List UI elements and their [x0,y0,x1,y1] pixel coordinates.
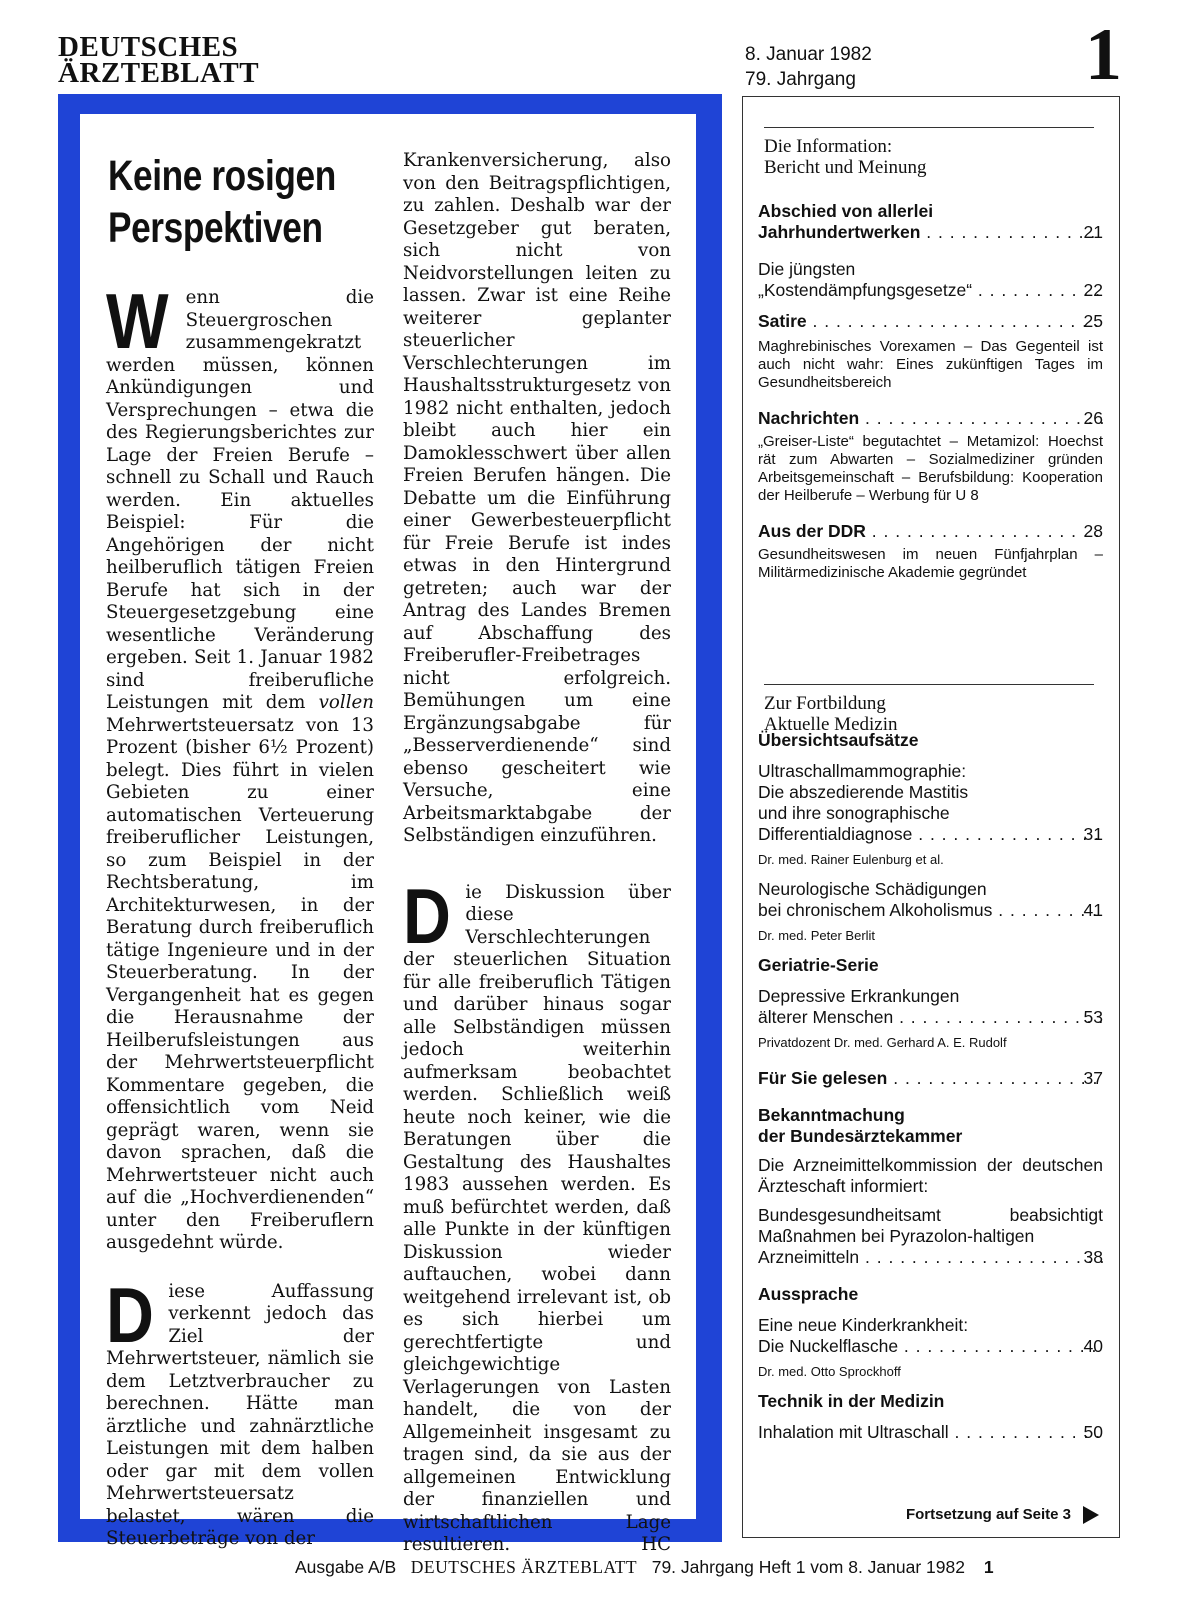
entry-category-leader: Nachrichten . . . [758,408,1103,429]
article-column-2 [403,150,671,1557]
section-heading-line-2: Aktuelle Medizin [764,714,898,735]
entry-title-leader: Differentialdiagnose . . . [758,824,1103,845]
footer-issue-info: 79. Jahrgang Heft 1 vom 8. Januar 1982 [651,1557,965,1577]
toc-entry[interactable] [758,761,1103,869]
entry-category: Aussprache [758,1284,859,1304]
article-paragraph-2 [106,1270,374,1551]
entry-description: Maghrebinisches Vorexamen – Das Gegenteil ist auch nicht wahr: Eines zukünftigen Tages im Gesundheitsbereich [758,338,1103,391]
entry-category: Geriatrie-Serie [758,955,879,975]
toc-entry[interactable] [758,521,1103,582]
entry-category-leader: Für Sie gelesen . . . [758,1068,1103,1089]
page-number: 40 [1083,1336,1103,1356]
article-paragraph-1 [106,277,374,1255]
entry-description: Die Arzneimittelkommission der deutschen Ärzteschaft informiert: [758,1155,1103,1196]
page-number: 31 [1083,824,1103,844]
article-column-1 [106,277,374,1551]
toc-entries-fortbildung [758,730,1103,1443]
toc-entry[interactable] [758,408,1103,505]
article-paragraph-3 [403,871,671,1557]
toc-entry[interactable] [758,1068,1103,1089]
drop-cap: W [106,277,169,365]
paragraph-text: iese Auffassung verkennt jedoch das Ziel der Mehrwertsteuer, nämlich sie dem Letztverbraucher zu berechnen. Hätte man ärztliche und zahnärztliche Leistungen mit dem halben oder gar mit dem vollen Mehrwertsteuersatz belastet, wären die Steuerbeträge von der [106,1280,374,1549]
entry-author: Dr. med. Peter Berlit [758,928,876,943]
section-heading-line-1: Zur Fortbildung [764,693,886,714]
entry-title: Ultraschallmammographie: [758,761,967,781]
article-paragraph-2-continued: Krankenversicherung, also von den Beitragspflichtigen, zu zahlen. Deshalb war der Gesetzgeber gut beraten, sich nicht von Neidvorstellungen leiten zu lassen. Zwar ist eine Reihe weiterer geplanter steuerlicher Verschlechterungen im Haushaltsstrukturgesetz von 1982 nicht enthalten, jedoch bleibt auch hier ein Damoklesschwert über allen Freien Berufen hängen. Die Debatte um die Einführung einer Gewerbesteuerpflicht für Freie Berufe ist indes etwas in den Hintergrund getreten; auch war der Antrag des Landes Bremen auf Abschaffung des Freiberufler-Freibetrages nicht erfolgreich. Bemühungen um eine Ergänzungsabgabe für „Besserverdienende“ sind ebenso gescheitert wie Versuche, eine Arbeitsmarktabgabe der Selbständigen einzuführen. [403,150,671,846]
toc-entry[interactable] [758,1105,1103,1268]
entry-author: Dr. med. Rainer Eulenburg et al. [758,852,944,867]
page-number: 38 [1083,1247,1103,1267]
headline-line-1: Keine rosigen [108,152,336,200]
page-number: 26 [1083,408,1103,428]
page-number: 41 [1083,900,1103,920]
toc-entry[interactable] [758,1315,1103,1381]
masthead-logo [58,31,260,89]
footer-masthead: DEUTSCHES ÄRZTEBLATT [410,1557,638,1577]
section-heading-line-2: Bericht und Meinung [764,157,927,178]
headline-line-2: Perspektiven [108,204,323,252]
page-number: 50 [1083,1422,1103,1442]
toc-entry[interactable] [758,311,1103,392]
entry-title: Eine neue Kinderkrankheit: [758,1315,969,1335]
masthead-line-1: DEUTSCHES [58,31,239,63]
entry-title: Die abszedierende Mastitis [758,782,969,802]
paragraph-text: enn die Steuergroschen zusammengekratzt werden müssen, können Ankündigungen und Versprechungen – etwa die des Regierungsberichtes zur Lage der Freien Berufe – schnell zu Schall und Rauch werden. Ein aktuelles Beispiel: Für die Angehörigen der nicht heilberuflich tätigen Freien Berufe hat sich in der Steuergesetzgebung eine wesentliche Veränderung ergeben. Seit 1. Januar 1982 sind freiberufliche Leistungen mit dem [106,287,374,713]
entry-author: Dr. med. Otto Sprockhoff [758,1364,901,1379]
page-number: 53 [1083,1007,1103,1027]
continuation-text: Fortsetzung auf Seite 3 [905,1506,1071,1523]
entry-category: Technik in der Medizin [758,1391,945,1411]
footer-edition: Ausgabe A/B [295,1557,397,1577]
entry-category: Bekanntmachung [758,1105,905,1125]
entry-category-leader: Satire . . . [758,311,1103,332]
toc-section-heading-fortbildung [764,684,1094,735]
entry-description: Gesundheitswesen im neuen Fünfjahrplan – Militärmedizinische Akademie gegründet [758,546,1103,581]
page-number: 25 [1083,311,1103,331]
page-footer [295,1556,994,1578]
entry-title: Die jüngsten [758,259,856,279]
toc-entry[interactable] [758,986,1103,1052]
issue-volume: 79. Jahrgang [745,69,856,90]
entry-category: Übersichtsaufsätze [758,730,919,750]
paragraph-text-continued: Mehrwertsteuersatz von 13 Prozent (bisher 6½ Prozent) belegt. Dies führt in vielen Gebieten zu einer automatischen Verteuerung freiberuflicher Leistungen, so zum Beispiel in der Rechtsberatung, im Architekturwesen, in der Beratung durch freiberuflich tätige Ingenieure und in der Steuerberatung. In der Vergangenheit hat es gegen die Herausnahme der Heilberufsleistungen aus der Mehrwertsteuerpflicht Kommentare gegeben, die offensichtlich vom Neid geprägt waren, wenn sie davon sprachen, daß die Mehrwertsteuer nicht auch auf die „Hochverdienenden“ unter den Freiberuflern ausgedehnt würde. [106,714,374,1253]
toc-entry[interactable] [758,259,1103,301]
entry-title: Neurologische Schädigungen [758,879,987,899]
toc-entry[interactable] [758,201,1103,243]
entry-title-leader: bei chronischem Alkoholismus . . . [758,900,1103,921]
entry-category-leader: Jahrhundertwerken . . . [758,222,1103,243]
toc-section-heading-information [764,127,1094,178]
entry-title: und ihre sonographische [758,803,950,823]
emphasis-text: vollen [318,692,374,713]
entry-description: Bundesgesundheitsamt beabsichtigt Maßnahmen bei Pyrazolon-haltigen [758,1205,1103,1246]
page-number: 22 [1083,280,1103,300]
arrow-right-icon [1083,1506,1099,1524]
toc-entry[interactable] [758,1422,1103,1443]
paragraph-text: ie Diskussion über diese Verschlechterungen der steuerlichen Situation für alle freiberuflich Tätigen und darüber hinaus sogar alle Selbständigen müssen jedoch weiterhin aufmerksam beobachtet werden. Schließlich weiß heute noch keiner, wie die Beratungen über die Gestaltung des Haushaltes 1983 aussehen werden. Es muß befürchtet werden, daß alle Punkte in der künftigen Diskussion wieder auftauchen, wobei dann weitgehend irrelevant ist, ob es sich hierbei um gerechtfertigte und gleichgewichtige Verlagerungen von Lasten handelt, die von der Allgemeinheit insgesamt zu tragen sind, da sie aus der allgemeinen Entwicklung der finanziellen und wirtschaftlichen Lage resultieren. [403,881,671,1555]
entry-title-leader: älterer Menschen . . . [758,1007,1103,1028]
entry-category-leader: Aus der DDR . . . [758,521,1103,542]
entry-description: „Greiser-Liste“ begutachtet – Metamizol: Hoechst rät zum Abwarten – Sozialmediziner gründen Arbeitsgemeinschaft – Berufsbildung: Kooperation der Heilberufe – Werbung für U 8 [758,433,1103,504]
drop-cap: D [106,1270,154,1359]
entry-title-leader: Inhalation mit Ultraschall . . . [758,1422,1103,1443]
article-headline [108,150,336,254]
table-of-contents [742,96,1120,1538]
entry-category: Abschied von allerlei [758,201,934,221]
entry-category: der Bundesärztekammer [758,1126,963,1146]
entry-title-leader: Arzneimitteln . . . [758,1247,1103,1268]
continuation-note[interactable] [906,1505,1099,1525]
section-heading-line-1: Die Information: [764,136,893,157]
toc-entries-information [758,201,1103,582]
issue-number: 1 [1085,14,1122,96]
footer-page-number: 1 [983,1557,994,1577]
drop-cap: D [403,871,451,960]
entry-title-leader: „Kostendämpfungsgesetze“ . . . [758,280,1103,301]
entry-title: Depressive Erkrankungen [758,986,960,1006]
masthead-line-2: ÄRZTEBLATT [58,57,260,89]
page-number: 21 [1083,222,1103,242]
issue-date-block [745,42,872,92]
page-number: 28 [1083,521,1103,541]
issue-date: 8. Januar 1982 [745,44,872,65]
author-signature: HC [641,1534,671,1555]
toc-entry[interactable] [758,879,1103,945]
entry-author: Privatdozent Dr. med. Gerhard A. E. Rudolf [758,1035,1007,1050]
entry-title-leader: Die Nuckelflasche . . . [758,1336,1103,1357]
page-number: 37 [1083,1068,1103,1088]
